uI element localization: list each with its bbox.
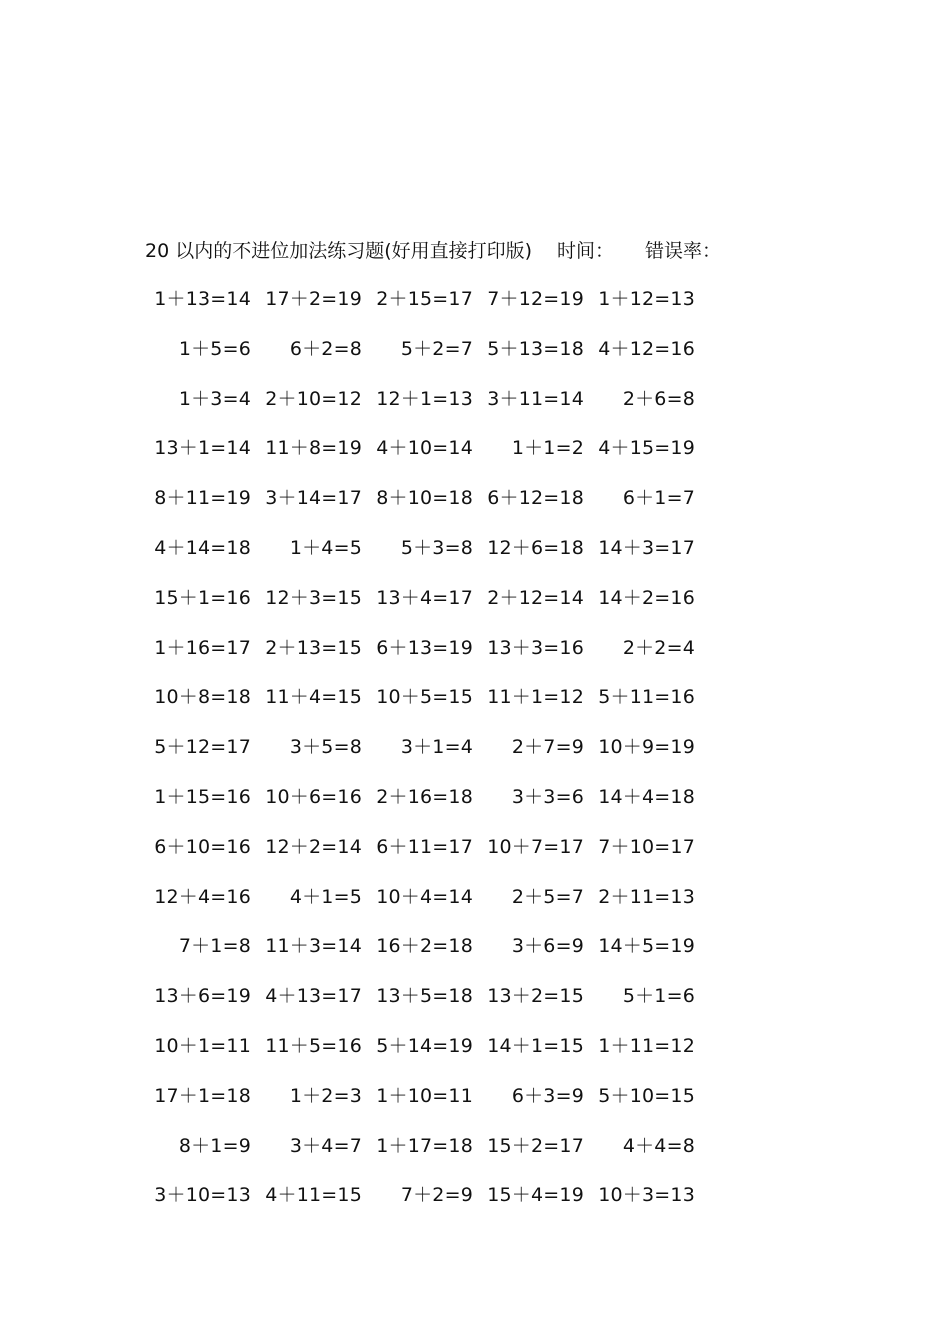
problem-item: 15＋2=17 [487, 1134, 584, 1157]
problem-item: 2＋7=9 [511, 736, 584, 759]
problem-item: 14＋5=19 [598, 935, 695, 958]
problem-item: 2＋12=14 [487, 586, 584, 609]
problem-item: 6＋11=17 [376, 835, 473, 858]
problem-item: 6＋12=18 [487, 487, 584, 510]
problem-row [145, 334, 745, 384]
problem-row [145, 533, 745, 583]
problem-item: 1＋5=6 [178, 337, 251, 360]
problem-item: 13＋5=18 [376, 985, 473, 1008]
problem-item: 2＋16=18 [376, 785, 473, 808]
problem-item: 12＋2=14 [265, 835, 362, 858]
problem-row [145, 483, 745, 533]
problem-item: 4＋4=8 [622, 1134, 695, 1157]
problem-item: 7＋1=8 [178, 935, 251, 958]
problem-item: 1＋2=3 [289, 1084, 362, 1107]
problem-item: 10＋9=19 [598, 736, 695, 759]
problem-item: 5＋2=7 [400, 337, 473, 360]
problem-item: 1＋13=14 [154, 288, 251, 310]
problem-row [145, 682, 745, 732]
problem-row [145, 583, 745, 633]
problem-row [145, 1081, 745, 1131]
problem-item: 5＋1=6 [622, 985, 695, 1008]
problem-item: 17＋2=19 [265, 288, 362, 310]
problem-row [145, 284, 745, 334]
worksheet-header [145, 236, 845, 266]
problem-item: 1＋15=16 [154, 785, 251, 808]
problem-row [145, 633, 745, 683]
problem-item: 13＋6=19 [154, 985, 251, 1008]
problem-row [145, 882, 745, 932]
problem-item: 1＋3=4 [178, 387, 251, 410]
problem-item: 3＋11=14 [487, 387, 584, 410]
problem-item: 1＋11=12 [598, 1034, 695, 1057]
problem-row [145, 433, 745, 483]
problem-item: 5＋13=18 [487, 337, 584, 360]
problem-item: 2＋15=17 [376, 288, 473, 310]
problem-item: 8＋1=9 [178, 1134, 251, 1157]
problem-item: 8＋10=18 [376, 487, 473, 510]
problem-item: 16＋2=18 [376, 935, 473, 958]
problem-item: 4＋13=17 [265, 985, 362, 1008]
problem-item: 5＋14=19 [376, 1034, 473, 1057]
problem-item: 12＋4=16 [154, 885, 251, 908]
problem-item: 5＋10=15 [598, 1084, 695, 1107]
problem-item: 5＋3=8 [400, 536, 473, 559]
problem-item: 1＋16=17 [154, 636, 251, 659]
problem-row [145, 384, 745, 434]
problem-item: 4＋12=16 [598, 337, 695, 360]
problem-item: 11＋8=19 [265, 437, 362, 460]
problem-item: 6＋1=7 [622, 487, 695, 510]
problem-item: 11＋3=14 [265, 935, 362, 958]
problem-row [145, 832, 745, 882]
problem-item: 3＋14=17 [265, 487, 362, 510]
problem-item: 4＋11=15 [265, 1184, 362, 1207]
problem-row [145, 931, 745, 981]
problem-item: 10＋7=17 [487, 835, 584, 858]
problem-item: 3＋6=9 [511, 935, 584, 958]
problem-item: 14＋1=15 [487, 1034, 584, 1057]
problem-item: 17＋1=18 [154, 1084, 251, 1107]
problem-item: 2＋10=12 [265, 387, 362, 410]
problem-item: 7＋2=9 [400, 1184, 473, 1207]
page-title: 20 以内的不进位加法练习题(好用直接打印版) [145, 240, 533, 262]
problem-item: 1＋4=5 [289, 536, 362, 559]
problem-item: 10＋6=16 [265, 785, 362, 808]
problem-item: 13＋1=14 [154, 437, 251, 460]
problem-item: 6＋13=19 [376, 636, 473, 659]
problem-item: 4＋14=18 [154, 536, 251, 559]
problem-item: 2＋5=7 [511, 885, 584, 908]
problem-item: 11＋1=12 [487, 686, 584, 709]
problem-item: 12＋1=13 [376, 387, 473, 410]
problem-item: 5＋11=16 [598, 686, 695, 709]
problem-grid [145, 284, 745, 1230]
problem-item: 15＋1=16 [154, 586, 251, 609]
problem-item: 15＋4=19 [487, 1184, 584, 1207]
problem-item: 14＋3=17 [598, 536, 695, 559]
problem-item: 10＋3=13 [598, 1184, 695, 1207]
problem-item: 6＋3=9 [511, 1084, 584, 1107]
problem-item: 7＋10=17 [598, 835, 695, 858]
problem-item: 11＋4=15 [265, 686, 362, 709]
time-label: 时间： [557, 240, 615, 262]
problem-item: 3＋10=13 [154, 1184, 251, 1207]
problem-item: 13＋4=17 [376, 586, 473, 609]
problem-row [145, 732, 745, 782]
problem-item: 11＋5=16 [265, 1034, 362, 1057]
problem-item: 7＋12=19 [487, 288, 584, 310]
problem-item: 3＋4=7 [289, 1134, 362, 1157]
problem-item: 3＋1=4 [400, 736, 473, 759]
problem-item: 6＋10=16 [154, 835, 251, 858]
problem-item: 3＋5=8 [289, 736, 362, 759]
problem-item: 1＋1=2 [511, 437, 584, 460]
problem-item: 10＋8=18 [154, 686, 251, 709]
problem-item: 8＋11=19 [154, 487, 251, 510]
problem-item: 2＋11=13 [598, 885, 695, 908]
problem-row [145, 1180, 745, 1230]
problem-item: 2＋2=4 [622, 636, 695, 659]
error-rate-label: 错误率： [645, 240, 722, 262]
problem-item: 2＋6=8 [622, 387, 695, 410]
problem-item: 2＋13=15 [265, 636, 362, 659]
problem-row [145, 1131, 745, 1181]
problem-row [145, 782, 745, 832]
problem-item: 10＋5=15 [376, 686, 473, 709]
problem-item: 10＋1=11 [154, 1034, 251, 1057]
problem-item: 14＋4=18 [598, 785, 695, 808]
problem-row [145, 981, 745, 1031]
problem-row [145, 1031, 745, 1081]
problem-item: 1＋10=11 [376, 1084, 473, 1107]
problem-item: 13＋3=16 [487, 636, 584, 659]
problem-item: 5＋12=17 [154, 736, 251, 759]
problem-item: 3＋3=6 [511, 785, 584, 808]
problem-item: 12＋6=18 [487, 536, 584, 559]
problem-item: 4＋10=14 [376, 437, 473, 460]
problem-item: 10＋4=14 [376, 885, 473, 908]
problem-item: 4＋15=19 [598, 437, 695, 460]
problem-item: 1＋17=18 [376, 1134, 473, 1157]
problem-item: 14＋2=16 [598, 586, 695, 609]
problem-item: 4＋1=5 [289, 885, 362, 908]
problem-item: 1＋12=13 [598, 288, 695, 310]
problem-item: 6＋2=8 [289, 337, 362, 360]
problem-item: 13＋2=15 [487, 985, 584, 1008]
problem-item: 12＋3=15 [265, 586, 362, 609]
